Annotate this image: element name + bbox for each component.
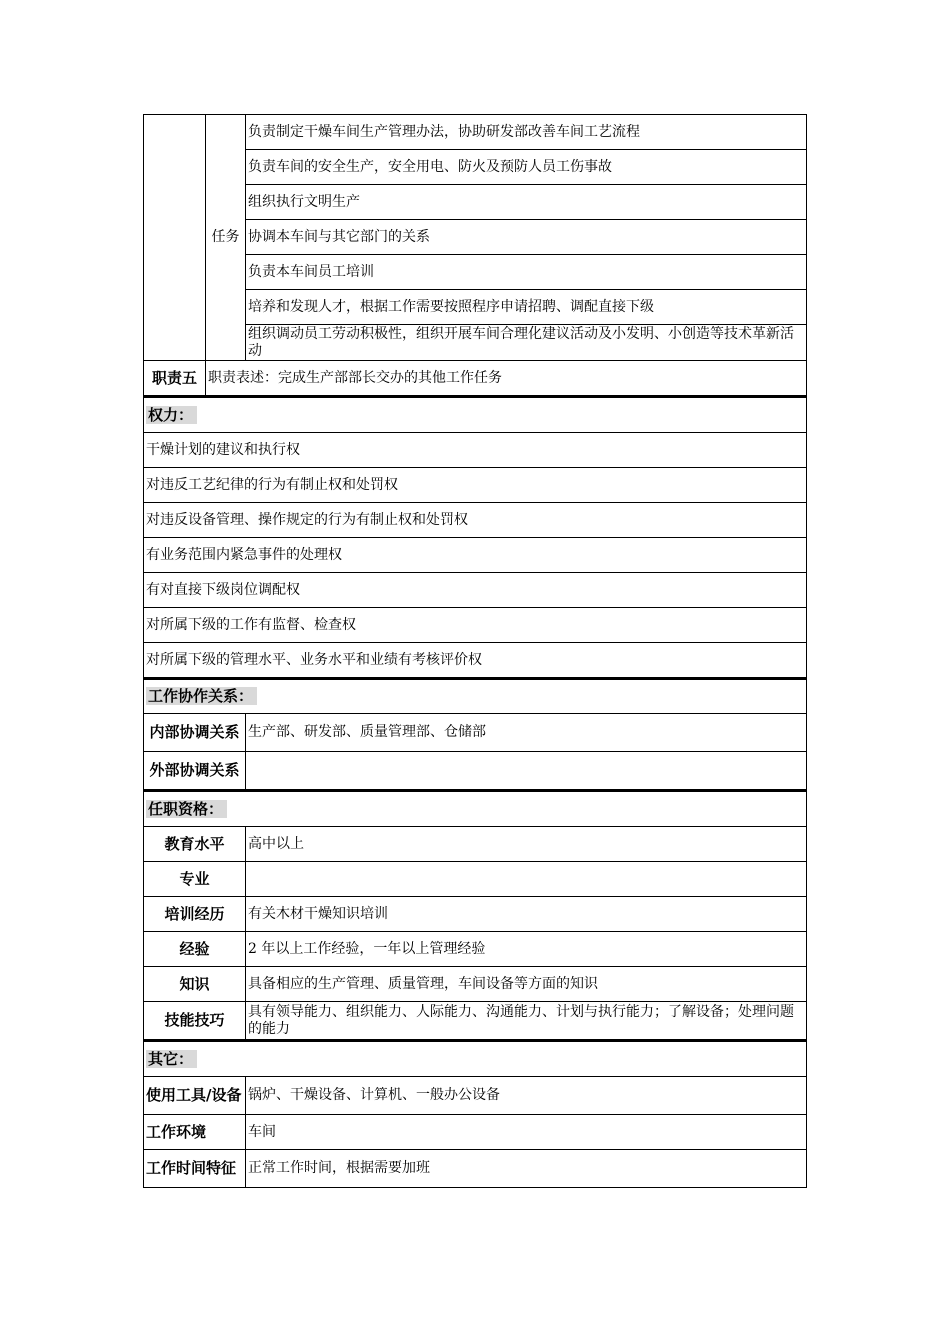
authority-item: 对所属下级的管理水平、业务水平和业绩有考核评价权 xyxy=(144,643,807,678)
qualification-label: 专业 xyxy=(144,862,246,897)
qualification-label: 知识 xyxy=(144,967,246,1002)
qualification-value: 2 年以上工作经验，一年以上管理经验 xyxy=(246,932,807,967)
qualification-label: 技能技巧 xyxy=(144,1002,246,1040)
qualification-value: 具有领导能力、组织能力、人际能力、沟通能力、计划与执行能力；了解设备；处理问题的能力 xyxy=(246,1002,807,1040)
authority-item: 有对直接下级岗位调配权 xyxy=(144,573,807,608)
tasks-label: 任务 xyxy=(206,115,246,361)
duty-group-cell xyxy=(144,115,206,361)
task-item: 培养和发现人才，根据工作需要按照程序申请招聘、调配直接下级 xyxy=(246,290,807,325)
task-item: 负责车间的安全生产，安全用电、防火及预防人员工伤事故 xyxy=(246,150,807,185)
qualification-label: 经验 xyxy=(144,932,246,967)
authority-item: 对违反工艺纪律的行为有制止权和处罚权 xyxy=(144,468,807,503)
authority-section-title: 权力： xyxy=(144,397,807,433)
qualification-value xyxy=(246,862,807,897)
internal-relations-value: 生产部、研发部、质量管理部、仓储部 xyxy=(246,714,807,752)
task-item: 协调本车间与其它部门的关系 xyxy=(246,220,807,255)
job-description-document xyxy=(143,114,807,1188)
task-item: 负责制定干燥车间生产管理办法，协助研发部改善车间工艺流程 xyxy=(246,115,807,150)
authority-item: 有业务范围内紧急事件的处理权 xyxy=(144,538,807,573)
relations-section-title: 工作协作关系： xyxy=(144,679,807,714)
internal-relations-label: 内部协调关系 xyxy=(144,714,246,752)
qualification-label: 教育水平 xyxy=(144,827,246,862)
duty5-label: 职责五 xyxy=(144,361,206,396)
external-relations-label: 外部协调关系 xyxy=(144,752,246,790)
relations-table xyxy=(143,678,807,790)
authority-item: 干燥计划的建议和执行权 xyxy=(144,433,807,468)
qualifications-section-title: 任职资格： xyxy=(144,791,807,827)
other-label: 工作环境 xyxy=(144,1115,246,1150)
other-table xyxy=(143,1040,807,1188)
qualification-value: 有关木材干燥知识培训 xyxy=(246,897,807,932)
qualification-value: 高中以上 xyxy=(246,827,807,862)
external-relations-value xyxy=(246,752,807,790)
duty5-description: 职责表述：完成生产部部长交办的其他工作任务 xyxy=(206,361,807,396)
task-item: 组织执行文明生产 xyxy=(246,185,807,220)
authority-table xyxy=(143,396,807,678)
task-item: 组织调动员工劳动积极性，组织开展车间合理化建议活动及小发明、小创造等技术革新活动 xyxy=(246,325,807,361)
authority-item: 对所属下级的工作有监督、检查权 xyxy=(144,608,807,643)
task-item: 负责本车间员工培训 xyxy=(246,255,807,290)
other-section-title: 其它： xyxy=(144,1041,807,1077)
other-value: 车间 xyxy=(246,1115,807,1150)
qualifications-table xyxy=(143,790,807,1040)
other-label: 使用工具/设备 xyxy=(144,1077,246,1115)
qualification-label: 培训经历 xyxy=(144,897,246,932)
authority-item: 对违反设备管理、操作规定的行为有制止权和处罚权 xyxy=(144,503,807,538)
other-value: 锅炉、干燥设备、计算机、一般办公设备 xyxy=(246,1077,807,1115)
duties-table xyxy=(143,114,807,396)
other-label: 工作时间特征 xyxy=(144,1150,246,1188)
qualification-value: 具备相应的生产管理、质量管理，车间设备等方面的知识 xyxy=(246,967,807,1002)
other-value: 正常工作时间，根据需要加班 xyxy=(246,1150,807,1188)
